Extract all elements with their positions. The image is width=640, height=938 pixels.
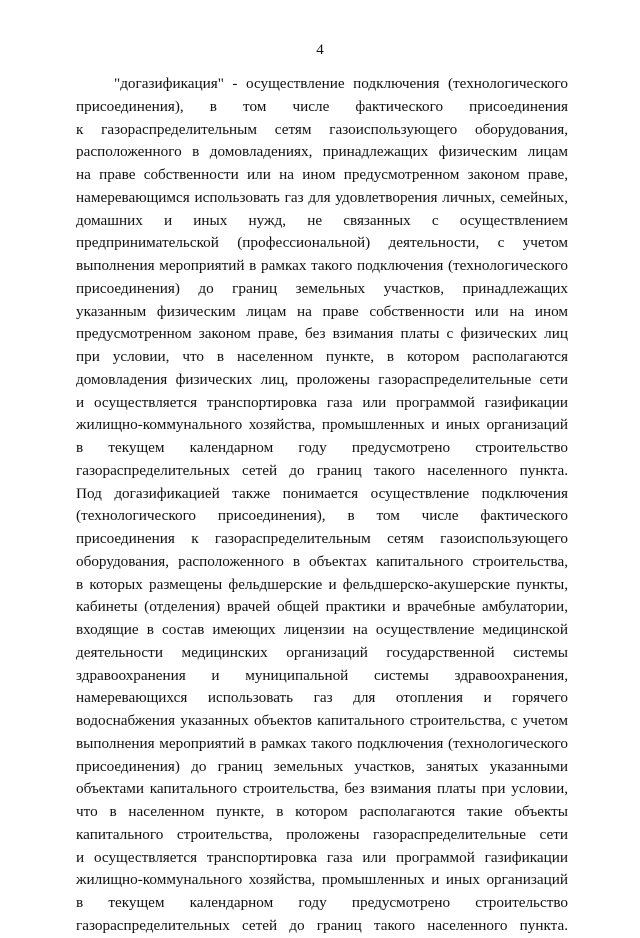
text-line: при условии, что в населенном пункте, в котором располагаются bbox=[76, 348, 568, 365]
text-line: входящие в состав имеющих лицензии на осуществление медицинской bbox=[76, 621, 568, 638]
text-line: деятельности медицинских организаций государственной системы bbox=[76, 643, 568, 661]
text-line: газораспределительных сетей до границ такого населенного пункта. bbox=[76, 916, 568, 934]
text-line: предусмотренном законом праве, без взимания платы с физических лиц bbox=[76, 325, 568, 343]
text-line: присоединения к газораспределительным сетям газоиспользующего bbox=[76, 530, 568, 547]
text-line: жилищно-коммунального хозяйства, промышленных и иных организаций bbox=[76, 416, 568, 434]
text-line: (технологического присоединения), в том числе фактического bbox=[76, 507, 568, 525]
text-line: кабинеты (отделения) врачей общей практики и врачебные амбулатории, bbox=[76, 598, 568, 616]
text-line: жилищно-коммунального хозяйства, промышленных и иных организаций bbox=[76, 871, 568, 889]
text-line: здравоохранения и муниципальной системы здравоохранения, bbox=[76, 666, 568, 684]
body-paragraph bbox=[76, 73, 568, 938]
text-line: присоединения) до границ земельных участков, занятых указанными bbox=[76, 757, 568, 775]
text-line: расположенного в домовладениях, принадлежащих физическим лицам bbox=[76, 143, 568, 161]
text-line: "догазификация" - осуществление подключения (технологического bbox=[114, 75, 568, 92]
text-line: предпринимательской (профессиональной) деятельности, с учетом bbox=[76, 234, 568, 252]
text-line: в текущем календарном году предусмотрено строительство bbox=[76, 894, 568, 911]
text-line: на праве собственности или на ином предусмотренном законом праве, bbox=[76, 166, 568, 183]
text-line: водоснабжения указанных объектов капитального строительства, с учетом bbox=[76, 712, 568, 729]
text-line: домашних и иных нужд, не связанных с осуществлением bbox=[76, 211, 568, 229]
text-line: оборудования, расположенного в объектах капитального строительства, bbox=[76, 552, 568, 570]
text-line: и осуществляется транспортировка газа или программой газификации bbox=[76, 848, 568, 866]
text-line: объектами капитального строительства, без взимания платы при условии, bbox=[76, 780, 568, 798]
text-line: к газораспределительным сетям газоиспользующего оборудования, bbox=[76, 120, 568, 138]
text-line: домовладения физических лиц, проложены газораспределительные сети bbox=[76, 370, 568, 388]
text-line: капитального строительства, проложены газораспределительные сети bbox=[76, 825, 568, 843]
text-line: в которых размещены фельдшерские и фельдшерско-акушерские пункты, bbox=[76, 575, 568, 593]
text-line: выполнения мероприятий в рамках такого подключения (технологического bbox=[76, 257, 568, 274]
text-line: выполнения мероприятий в рамках такого подключения (технологического bbox=[76, 734, 568, 752]
text-line: присоединения) до границ земельных участков, принадлежащих bbox=[76, 279, 568, 297]
text-line: указанным физическим лицам на праве собственности или на ином bbox=[76, 302, 568, 320]
text-line: Под догазификацией также понимается осуществление подключения bbox=[76, 484, 568, 502]
text-line: газораспределительных сетей до границ такого населенного пункта. bbox=[76, 461, 568, 479]
text-line: присоединения), в том числе фактического присоединения bbox=[76, 97, 568, 115]
text-line: и осуществляется транспортировка газа или программой газификации bbox=[76, 393, 568, 411]
text-line: намеревающихся использовать газ для отопления и горячего bbox=[76, 689, 568, 707]
text-line: в текущем календарном году предусмотрено строительство bbox=[76, 439, 568, 456]
page-number: 4 bbox=[316, 42, 324, 58]
text-line: намеревающимся использовать газ для удовлетворения личных, семейных, bbox=[76, 188, 568, 206]
text-line: что в населенном пункте, в котором располагаются такие объекты bbox=[76, 803, 568, 820]
